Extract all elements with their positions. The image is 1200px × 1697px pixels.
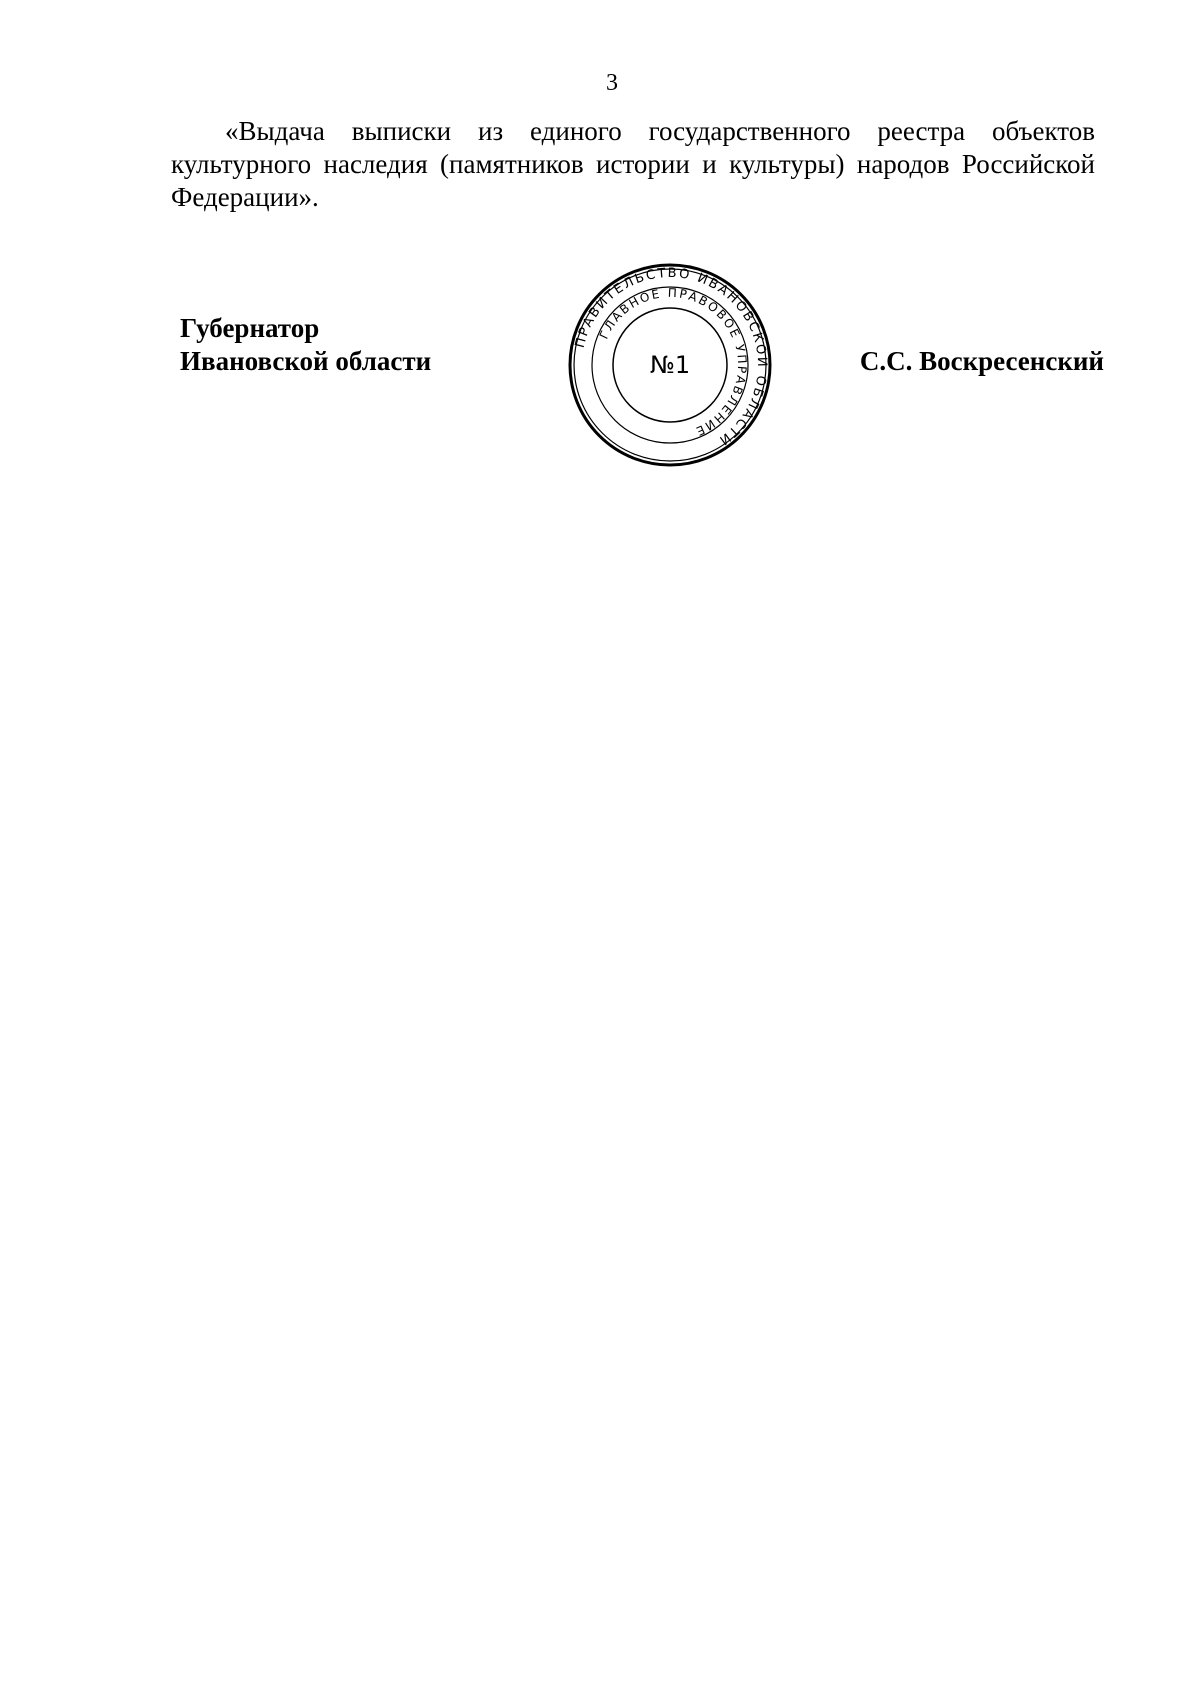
signature-block xyxy=(0,0,1200,480)
page-number: 3 xyxy=(606,70,618,96)
signer-name: С.С. Воскресенский xyxy=(859,346,1104,376)
signer-position-line2: Ивановской области xyxy=(180,346,432,376)
seal-center-text: №1 xyxy=(649,351,691,379)
signer-position-line1: Губернатор xyxy=(180,313,320,343)
body-paragraph: «Выдача выписки из единого государственного реестра объектов культурного наследия (памятников истории и культуры) народов Российской Федерации». xyxy=(171,116,1095,212)
signer-position xyxy=(180,312,431,378)
seal-outer-text: ПРАВИТЕЛЬСТВО ИВАНОВСКОЙ ОБЛАСТИ xyxy=(572,265,770,449)
seal-inner-text: ГЛАВНОЕ ПРАВОВОЕ УПРАВЛЕНИЕ xyxy=(596,285,750,439)
official-seal-stamp xyxy=(565,260,775,470)
